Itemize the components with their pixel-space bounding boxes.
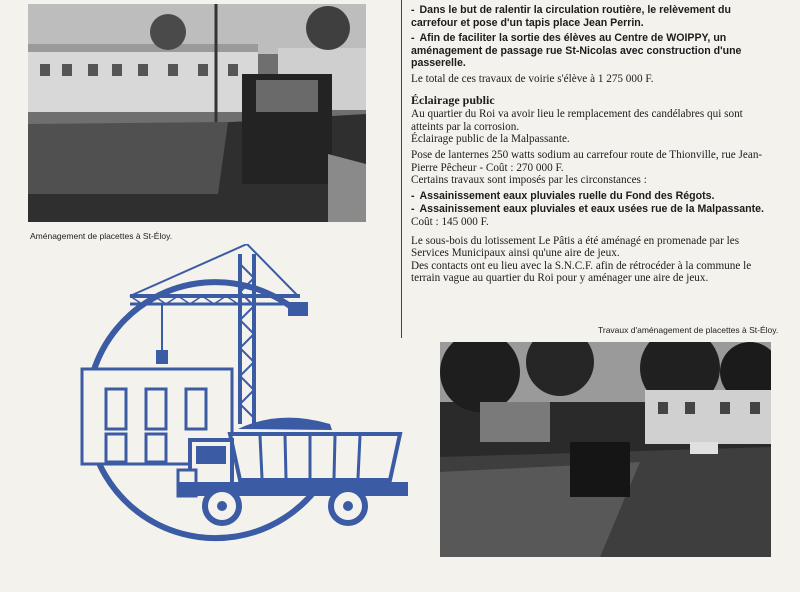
bullet-malpassante: - Assainissement eaux pluviales et eaux usées rue de la Malpassante. Coût : 145 000 F. bbox=[411, 203, 764, 228]
photo-placettes-st-eloy bbox=[28, 4, 366, 222]
eclairage-p2: Éclairage public de la Malpassante. bbox=[411, 133, 570, 146]
photo-caption-top: Aménagement de placettes à St-Éloy. bbox=[30, 231, 173, 241]
bullet-regots: - Assainissement eaux pluviales ruelle du Fond des Régots. bbox=[411, 189, 715, 202]
photo-caption-bottom: Travaux d'aménagement de placettes à St-Éloy. bbox=[598, 325, 779, 335]
bullet-malpassante-cost: Coût : 145 000 F. bbox=[411, 215, 489, 228]
eclairage-p4: Certains travaux sont imposés par les circonstances : bbox=[411, 174, 647, 187]
eclairage-p3: Pose de lanternes 250 watts sodium au carrefour route de Thionville, rue Jean-Pierre Pêcheur - Coût : 270 000 F. bbox=[411, 148, 763, 174]
eclairage-p1: Au quartier du Roi va avoir lieu le remplacement des candélabres qui sont atteints par la corrosion. bbox=[411, 108, 743, 133]
bullet-carrefour: - Dans le but de ralentir la circulation routière, le relèvement du carrefour et pose d'un tapis place Jean Perrin. bbox=[411, 4, 731, 29]
paragraph-patis: Le sous-bois du lotissement Le Pâtis a été aménagé en promenade par les Services Municipaux ainsi qu'une aire de jeux. bbox=[411, 234, 740, 260]
bullet-carrefour-text: Dans le but de ralentir la circulation routière, le relèvement du carrefour et pose d'un tapis place Jean Perrin. bbox=[411, 4, 731, 29]
bullet-regots-text: Assainissement eaux pluviales ruelle du Fond des Régots. bbox=[419, 189, 715, 202]
bullet-passerelle-text: Afin de faciliter la sortie des élèves au Centre de WOIPPY, un aménagement de passage rue St-Nicolas avec construction d'une passerelle. bbox=[411, 32, 742, 70]
total-voirie: Le total de ces travaux de voirie s'élève à 1 275 000 F. bbox=[411, 72, 654, 85]
section-title-eclairage: Éclairage public bbox=[411, 92, 495, 107]
bullet-passerelle: - Afin de faciliter la sortie des élèves au Centre de WOIPPY, un aménagement de passage rue St-Nicolas avec construction d'une passerelle. bbox=[411, 32, 742, 70]
illustration-crane-truck bbox=[70, 244, 410, 554]
bullet-malpassante-text: Assainissement eaux pluviales et eaux usées rue de la Malpassante. bbox=[419, 203, 764, 216]
article-column bbox=[411, 4, 773, 288]
show-through-text bbox=[36, 325, 42, 348]
photo-travaux-st-eloy bbox=[440, 342, 771, 557]
paragraph-sncf: Des contacts ont eu lieu avec la S.N.C.F. afin de rétrocéder à la commune le terrain vague au quartier du Roi pour y aménager une aire de jeux. bbox=[411, 259, 752, 285]
